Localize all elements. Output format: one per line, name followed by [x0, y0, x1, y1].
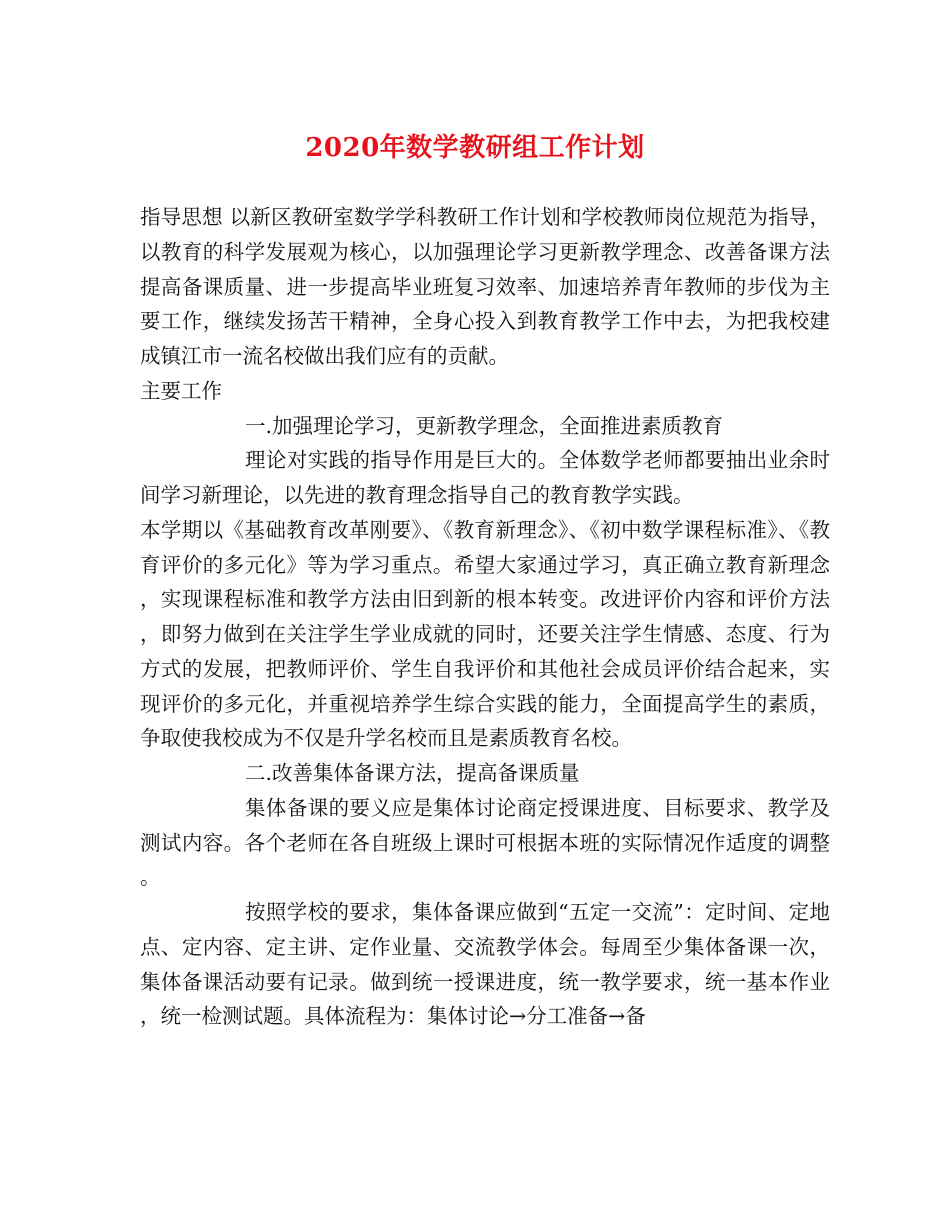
paragraph-study-focus: 本学期以《基础教育改革刚要》、《教育新理念》、《初中数学课程标准》、《教育评价的多元化》等为学习重点。希望大家通过学习，真正确立教育新理念，实现课程标准和教学方法由旧到新的根本转变。改进评价内容和评价方法，即努力做到在关注学生学业成就的同时，还要关注学生情感、态度、行为方式的发展，把教师评价、学生自我评价和其他社会成员评价结合起来，实现评价的多元化，并重视培养学生综合实践的能力，全面提高学生的素质，争取使我校成为不仅是升学名校而且是素质教育名校。 — [140, 517, 830, 751]
document-body — [140, 200, 830, 1034]
section-heading-1: 一.加强理论学习，更新教学理念，全面推进素质教育 — [245, 413, 724, 438]
paragraph-guiding-ideology: 指导思想 以新区教研室数学学科教研工作计划和学校教师岗位规范为指导，以教育的科学发展观为核心，以加强理论学习更新教学理念、改善备课方法提高备课质量、进一步提高毕业班复习效率、加速培养青年教师的步伐为主要工作，继续发扬苦干精神，全身心投入到教育教学工作中去，为把我校建成镇江市一流名校做出我们应有的贡献。 — [140, 205, 830, 368]
document-title: 2020年数学教研组工作计划 — [305, 133, 645, 163]
paragraph-main-work-heading: 主要工作 — [140, 378, 222, 403]
paragraph-collective-prep: 集体备课的要义应是集体讨论商定授课进度、目标要求、教学及测试内容。各个老师在各自班级上课时可根据本班的实际情况作适度的调整。 — [140, 795, 830, 890]
paragraph-school-requirements: 按照学校的要求，集体备课应做到“五定一交流”：定时间、定地点、定内容、定主讲、定作业量、交流教学体会。每周至少集体备课一次，集体备课活动要有记录。做到统一授课进度，统一教学要求，统一基本作业，统一检测试题。具体流程为：集体讨论→分工准备→备 — [140, 900, 830, 1029]
section-heading-2: 二.改善集体备课方法，提高备课质量 — [245, 761, 580, 785]
paragraph-theory-practice: 理论对实践的指导作用是巨大的。全体数学老师都要抽出业余时间学习新理论，以先进的教育理念指导自己的教育教学实践。 — [140, 448, 830, 507]
